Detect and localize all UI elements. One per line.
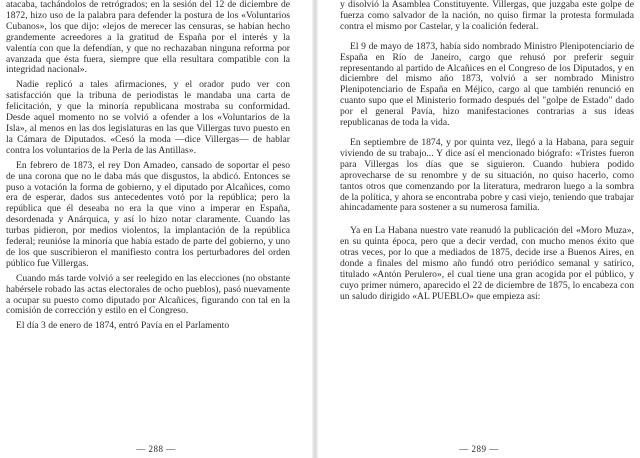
left-page	[0, 0, 312, 458]
page-number: — 288 —	[136, 444, 176, 454]
paragraph: En septiembre de 1874, y por quinta vez, llegó a la Habana, para seguir viviendo de su trabajo... Y dice así el mencionado biógrafo: «Tristes fueron para Villergas los días que se siguieron. Cuando hubiera podido aprovecharse de su renombre y de su situación, no quiso hacerlo, como tantos otros que comenzando por la literatura, medraron luego a la sombra de la política, y ahora se encontraba pobre y casi viejo, teniendo que trabajar ahincadamente para sostener a su numerosa familia.	[340, 136, 634, 214]
paragraph: Nadie replicó a tales afirmaciones, y el orador pudo ver con satisfacción que la tribuna de periodistas le mandaba una carta de felicitación, y que la minoría republicana mostraba su conformidad. Desde aquel momento no se volvió a ofender a los «Voluntarios de la Isla», al menos en las dos legislaturas en las que Villergas tuvo puesto en la Cámara de Diputados. «Cesó la moda —dice Villergas— de hablar contra los voluntarios de la Perla de las Antillas».	[6, 79, 290, 156]
right-page	[318, 0, 640, 458]
paragraph: El día 3 de enero de 1874, entró Pavía en el Parlamento	[16, 320, 230, 332]
paragraph: En febrero de 1873, el rey Don Amadeo, cansado de soportar el peso de una corona que no le daba más que disgustos, la abdicó. Entonces se puso a votación la forma de gobierno, y el diputado por Alcañices, como era de esperar, dados sus antecedentes votó por la república; pero la república que él deseaba no era la que vino a imperar en España, desordenada y Anárquica, y así lo hizo notar claramente. Cuando las turbas pidieron, por medios violentos, la implantación de la república federal; reunióse la minoría que había estado de parte del gobierno, y uno de los que suscribieron el manifiesto contra los perturbadores del orden público fue Villergas.	[6, 159, 290, 269]
right-page-text	[340, 0, 634, 303]
left-page-text	[6, 0, 290, 332]
page-number: — 289 —	[459, 444, 499, 454]
paragraph: Ya en La Habana nuestro vate reanudó la publicación del «Moro Muza», en su quinta época, pero que a decir verdad, con mucho menos éxito que otras veces, por lo que a mediados de 1875, decide irse a Buenos Aires, en donde a finales del mismo año fundó otro periódico semanal y satírico, titulado «Antón Perulero», el cual tiene una gran acogida por el público, y cuyo primer número, aparecido el 22 de diciembre de 1875, lo encabeza con un saludo dirigido «AL PUEBLO» que empieza así:	[340, 225, 634, 302]
paragraph: Cuando más tarde volvió a ser reelegido en las elecciones (no obstante habérsele robado las actas electorales de ocho pueblos), pasó nuevamente a ocupar su puesto como diputado por Alcañices, figurando con tal en la comisión de corrección y estilo en el Congreso.	[6, 272, 290, 317]
paragraph: El 9 de mayo de 1873, había sido nombrado Ministro Plenipotenciario de España en Río de Janeiro, cargo que rehusó por preferir seguir representando al partido de Alcañices en el Congreso de los Diputados, y en diciembre del mismo año 1873, volvió a ser nombrado Ministro Plenipotenciario de España en Méjico, cargo al que también renunció en cuanto supo que el Ministerio formado después del "golpe de Estado" dado por el general Pavía, hizo manifestaciones contrarias a sus ideas republicanas de toda la vida.	[340, 40, 634, 129]
paragraph: atacaba, tachándolos de retrógrados; en la sesión del 12 de diciembre de 1872, hizo uso de la palabra para defender la postura de los «Voluntarios Cubanos», los que dijo: «lejos de merecer las censuras, se habían hecho grandemente acreedores a la gratitud de España por el interés y la valentía con que la defendían, y que no rechazaban ninguna reforma por avanzada que ésta fuera, siempre que ella resultara compatible con la integridad nacional».	[6, 0, 290, 76]
paragraph: y disolvió la Asamblea Constituyente. Villergas, que juzgaba este golpe de fuerza como salvador de la nación, no quiso firmar la protesta formulada contra el mismo por Castelar, y la coalición federal.	[340, 0, 634, 32]
